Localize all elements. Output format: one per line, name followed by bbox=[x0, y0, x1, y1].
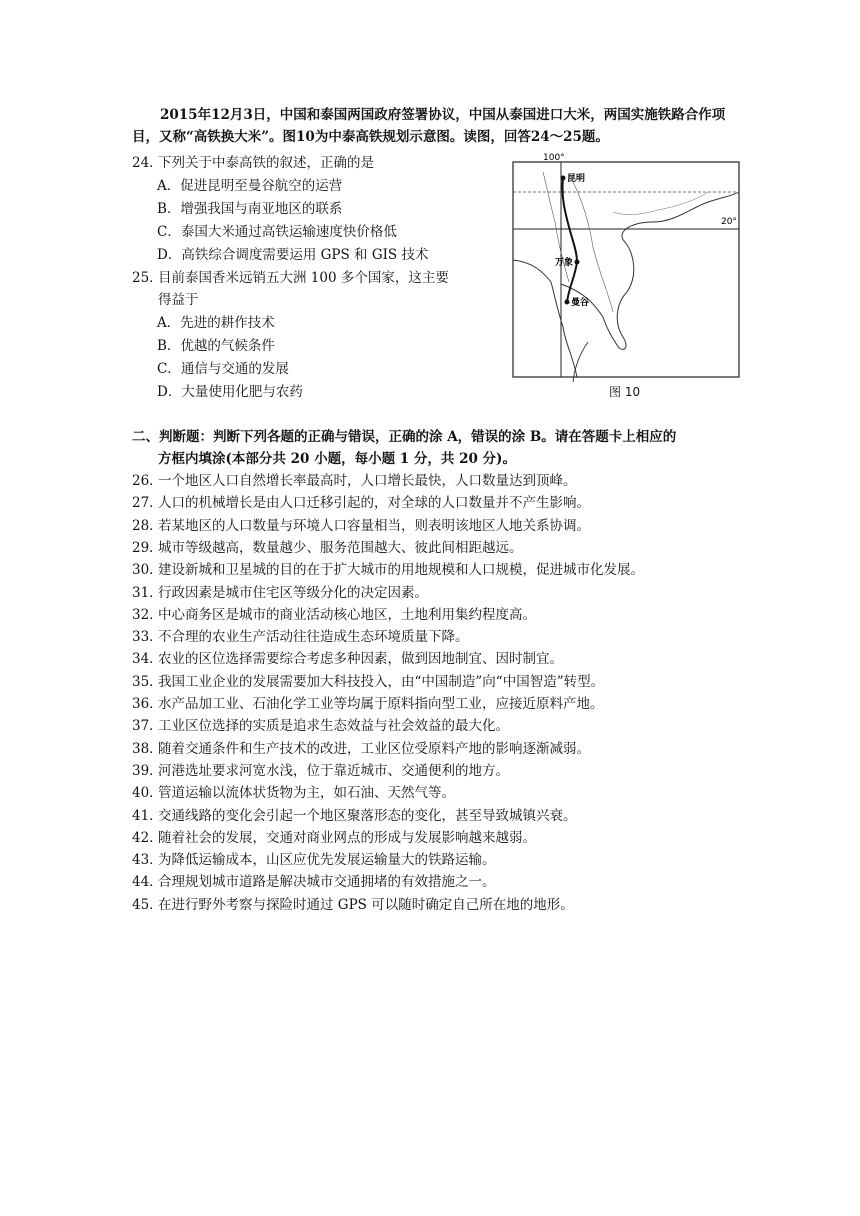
judgment-item bbox=[132, 760, 509, 782]
judgment-number: 45． bbox=[132, 896, 163, 913]
judgment-number: 34． bbox=[132, 651, 163, 668]
judgment-item bbox=[132, 715, 509, 737]
question-25-stem-cont: 得益于 bbox=[158, 292, 199, 308]
judgment-text: 不合理的农业生产活动往往造成生态环境质量下降。 bbox=[158, 629, 469, 646]
judgment-text: 为降低运输成本，山区应优先发展运输量大的铁路运输。 bbox=[158, 852, 496, 869]
city-vientiane-marker bbox=[575, 260, 580, 265]
question-intro: 2015年12月3日，中国和泰国两国政府签署协议，中国从泰国进口大米，两国实施铁路合作项目，又称“高铁换大米”。图10为中泰高铁规划示意图。读图，回答24～25题。 bbox=[132, 107, 726, 145]
judgment-item bbox=[132, 849, 496, 871]
judgment-item bbox=[132, 515, 590, 537]
judgment-text: 河港选址要求河宽水浅，位于靠近城市、交通便利的地方。 bbox=[158, 762, 509, 779]
judgment-text: 随着社会的发展，交通对商业网点的形成与发展影响越来越弱。 bbox=[158, 829, 536, 846]
judgment-item bbox=[132, 782, 455, 804]
judgment-number: 29． bbox=[132, 539, 163, 556]
judgment-item bbox=[132, 626, 469, 648]
question-text: 目前泰国香米远销五大洲 100 多个国家，这主要 bbox=[158, 270, 449, 286]
map-svg bbox=[503, 152, 743, 382]
figure-caption: 图 10 bbox=[609, 385, 641, 399]
judgment-item bbox=[132, 693, 604, 715]
judgment-item bbox=[132, 805, 577, 827]
judgment-item bbox=[132, 559, 644, 581]
judgment-number: 43． bbox=[132, 852, 163, 869]
judgment-item bbox=[132, 671, 604, 693]
q24-option-c: C．泰国大米通过高铁运输速度快价格低 bbox=[157, 224, 397, 240]
rail-map-figure bbox=[503, 152, 743, 400]
judgment-item bbox=[132, 871, 496, 893]
city-bangkok-marker bbox=[565, 300, 570, 305]
judgment-number: 37． bbox=[132, 718, 163, 735]
judgment-item bbox=[132, 648, 563, 670]
question-number: 24． bbox=[132, 155, 163, 171]
judgment-text: 城市等级越高，数量越少、服务范围越大、彼此间相距越远。 bbox=[158, 539, 523, 556]
judgment-text: 一个地区人口自然增长率最高时，人口增长最快，人口数量达到顶峰。 bbox=[158, 473, 577, 489]
judgment-number: 32． bbox=[132, 606, 163, 623]
judgment-item bbox=[132, 582, 428, 604]
judgment-number: 31． bbox=[132, 584, 163, 601]
judgment-number: 35． bbox=[132, 673, 163, 690]
judgment-text: 在进行野外考察与探险时通过 GPS 可以随时确定自己所在地的地形。 bbox=[158, 896, 574, 913]
judgment-number: 33． bbox=[132, 629, 163, 646]
city-kunming-label: 昆明 bbox=[567, 174, 586, 184]
judgment-number: 28． bbox=[132, 517, 163, 534]
question-24-stem bbox=[132, 152, 374, 174]
section-heading bbox=[132, 426, 742, 470]
question-25-stem bbox=[132, 267, 449, 289]
judgment-number: 26． bbox=[132, 473, 163, 489]
judgment-text: 工业区位选择的实质是追求生态效益与社会效益的最大化。 bbox=[158, 718, 509, 735]
judgment-text: 人口的机械增长是由人口迁移引起的，对全球的人口数量并不产生影响。 bbox=[158, 495, 590, 512]
judgment-number: 44． bbox=[132, 874, 163, 891]
judgment-item bbox=[132, 738, 590, 760]
judgment-number: 40． bbox=[132, 785, 163, 802]
judgment-item bbox=[132, 537, 523, 559]
q24-option-d: D．高铁综合调度需要运用 GPS 和 GIS 技术 bbox=[157, 247, 429, 263]
judgment-item bbox=[132, 470, 577, 492]
question-text: 下列关于中泰高铁的叙述，正确的是 bbox=[158, 155, 374, 171]
judgment-text: 合理规划城市道路是解决城市交通拥堵的有效措施之一。 bbox=[158, 874, 496, 891]
judgment-text: 中心商务区是城市的商业活动核心地区，土地利用集约程度高。 bbox=[158, 606, 536, 623]
q24-option-a: A．促进昆明至曼谷航空的运营 bbox=[157, 178, 343, 194]
q25-option-a: A．先进的耕作技术 bbox=[157, 315, 275, 331]
judgment-item bbox=[132, 894, 574, 916]
judgment-number: 41． bbox=[132, 807, 163, 824]
judgment-text: 水产品加工业、石油化学工业等均属于原料指向型工业，应接近原料产地。 bbox=[158, 696, 604, 712]
judgment-item bbox=[132, 827, 536, 849]
judgment-text: 农业的区位选择需要综合考虑多种因素，做到因地制宜、因时制宜。 bbox=[158, 651, 563, 668]
judgment-number: 38． bbox=[132, 740, 163, 757]
judgment-text: 我国工业企业的发展需要加大科技投入，由“中国制造”向“中国智造”转型。 bbox=[158, 673, 605, 690]
judgment-text: 行政因素是城市住宅区等级分化的决定因素。 bbox=[158, 584, 428, 601]
city-bangkok-label: 曼谷 bbox=[571, 298, 590, 308]
judgment-text: 随着交通条件和生产技术的改进，工业区位受原料产地的影响逐渐减弱。 bbox=[158, 740, 590, 757]
judgment-text: 若某地区的人口数量与环境人口容量相当，则表明该地区人地关系协调。 bbox=[158, 517, 590, 534]
city-vientiane-label: 万象 bbox=[555, 258, 574, 268]
judgment-text: 管道运输以流体状货物为主，如石油、天然气等。 bbox=[158, 785, 455, 802]
latitude-label: 20° bbox=[721, 217, 737, 227]
judgment-number: 30． bbox=[132, 562, 163, 579]
longitude-label: 100° bbox=[543, 153, 565, 163]
city-kunming-marker bbox=[561, 176, 566, 181]
judgment-number: 39． bbox=[132, 762, 163, 779]
section-heading-line2: 方框内填涂(本部分共 20 小题，每小题 1 分，共 20 分)。 bbox=[158, 451, 516, 467]
q25-option-c: C．通信与交通的发展 bbox=[157, 361, 289, 377]
judgment-item bbox=[132, 604, 536, 626]
q25-option-d: D．大量使用化肥与农药 bbox=[157, 384, 303, 400]
q25-option-b: B．优越的气候条件 bbox=[157, 338, 275, 354]
judgment-number: 27． bbox=[132, 495, 163, 512]
judgment-number: 42． bbox=[132, 829, 163, 846]
judgment-item bbox=[132, 492, 590, 514]
question-number: 25． bbox=[132, 270, 163, 286]
judgment-text: 交通线路的变化会引起一个地区聚落形态的变化，甚至导致城镇兴衰。 bbox=[158, 807, 577, 824]
judgment-number: 36． bbox=[132, 696, 163, 712]
section-heading-line1: 二、判断题：判断下列各题的正确与错误，正确的涂 A，错误的涂 B。请在答题卡上相应的 bbox=[132, 429, 677, 445]
q24-option-b: B．增强我国与南亚地区的联系 bbox=[157, 201, 343, 217]
judgment-text: 建设新城和卫星城的目的在于扩大城市的用地规模和人口规模，促进城市化发展。 bbox=[158, 562, 644, 579]
